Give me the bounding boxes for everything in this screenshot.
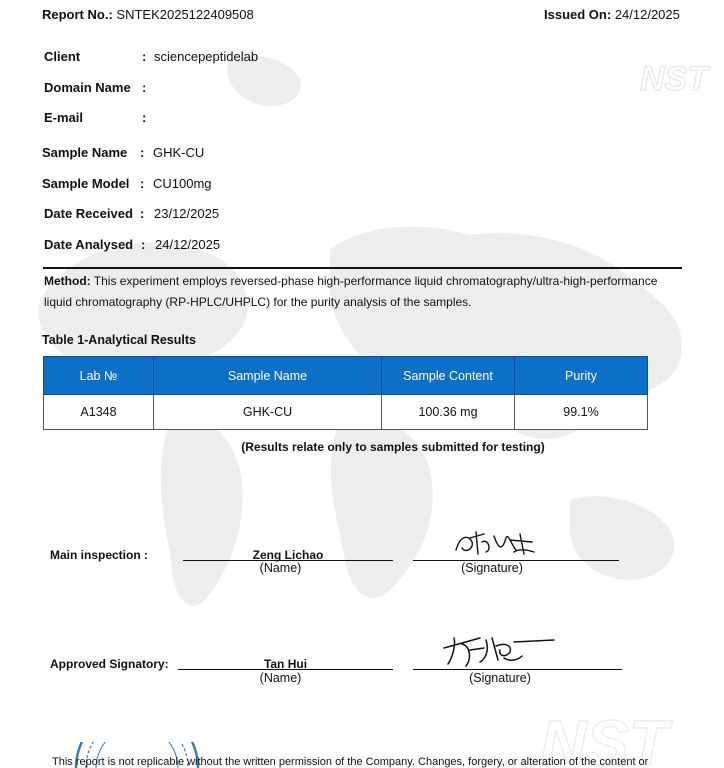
date-analysed-label: Date Analysed [44, 237, 134, 252]
sample-name-colon: : [140, 145, 145, 160]
client-label: Client [44, 49, 81, 64]
issued-on-value: 24/12/2025 [614, 7, 680, 22]
table-title: Table 1-Analytical Results [42, 333, 196, 347]
inspector-name: Zeng Lichao [252, 548, 324, 562]
report-number-value: SNTEK2025122409508 [116, 7, 254, 22]
table-header-row [44, 357, 648, 395]
signatory-name-caption: (Name) [259, 671, 302, 685]
method-text: This experiment employs reversed-phase high-performance liquid chromatography/ultra-high-performance liquid chromatography (RP-HPLC/UHPLC) for the purity analysis of the samples. [44, 274, 658, 309]
email-label: E-mail [44, 110, 84, 125]
column-header-sample-content: Sample Content [382, 357, 515, 395]
report-number [42, 7, 254, 22]
date-analysed-colon: : [141, 237, 146, 252]
domain-label: Domain Name [44, 80, 131, 95]
section-divider [43, 267, 682, 269]
column-header-sample-name: Sample Name [154, 357, 382, 395]
footer-disclaimer: This report is not replicable without the written permission of the Company. Changes, forgery, or alteration of the content or [52, 756, 649, 768]
method-label: Method: [44, 274, 91, 288]
signatory-name-line [178, 669, 393, 670]
signatory-signature-image [440, 632, 560, 670]
svg-text:NST: NST [540, 707, 668, 768]
email-colon: : [142, 110, 147, 125]
client-value: sciencepeptidelab [154, 49, 259, 64]
signatory-signature-line [413, 669, 622, 670]
sample-model-value: CU100mg [153, 176, 212, 191]
domain-colon: : [142, 80, 147, 95]
analytical-results-table [43, 356, 648, 430]
column-header-lab-no: Lab № [44, 357, 154, 395]
svg-text:NST: NST [640, 60, 708, 98]
inspector-signature-caption: (Signature) [461, 561, 523, 575]
method-paragraph [44, 271, 684, 313]
client-colon: : [142, 49, 147, 64]
signatory-signature-caption: (Signature) [469, 671, 531, 685]
date-received-colon: : [140, 206, 145, 221]
sample-name-value: GHK-CU [153, 145, 205, 160]
inspector-signature-image [450, 528, 540, 560]
table-row [44, 395, 648, 430]
main-inspection-label: Main inspection : [50, 548, 149, 562]
inspector-name-caption: (Name) [259, 561, 302, 575]
cell-purity: 99.1% [515, 395, 648, 430]
column-header-purity: Purity [515, 357, 648, 395]
sample-name-label: Sample Name [42, 145, 128, 160]
report-number-label: Report No.: [42, 7, 113, 22]
cell-lab-no: A1348 [44, 395, 154, 430]
sample-model-colon: : [140, 176, 145, 191]
approved-signatory-label: Approved Signatory: [50, 657, 169, 671]
cell-sample-name: GHK-CU [154, 395, 382, 430]
date-received-label: Date Received [44, 206, 133, 221]
cell-sample-content: 100.36 mg [382, 395, 515, 430]
signatory-name: Tan Hui [263, 657, 308, 671]
results-note: (Results relate only to samples submitted for testing) [241, 440, 545, 454]
date-received-value: 23/12/2025 [154, 206, 220, 221]
issued-on [544, 7, 680, 22]
date-analysed-value: 24/12/2025 [155, 237, 221, 252]
sample-model-label: Sample Model [42, 176, 130, 191]
issued-on-label: Issued On: [544, 7, 612, 22]
